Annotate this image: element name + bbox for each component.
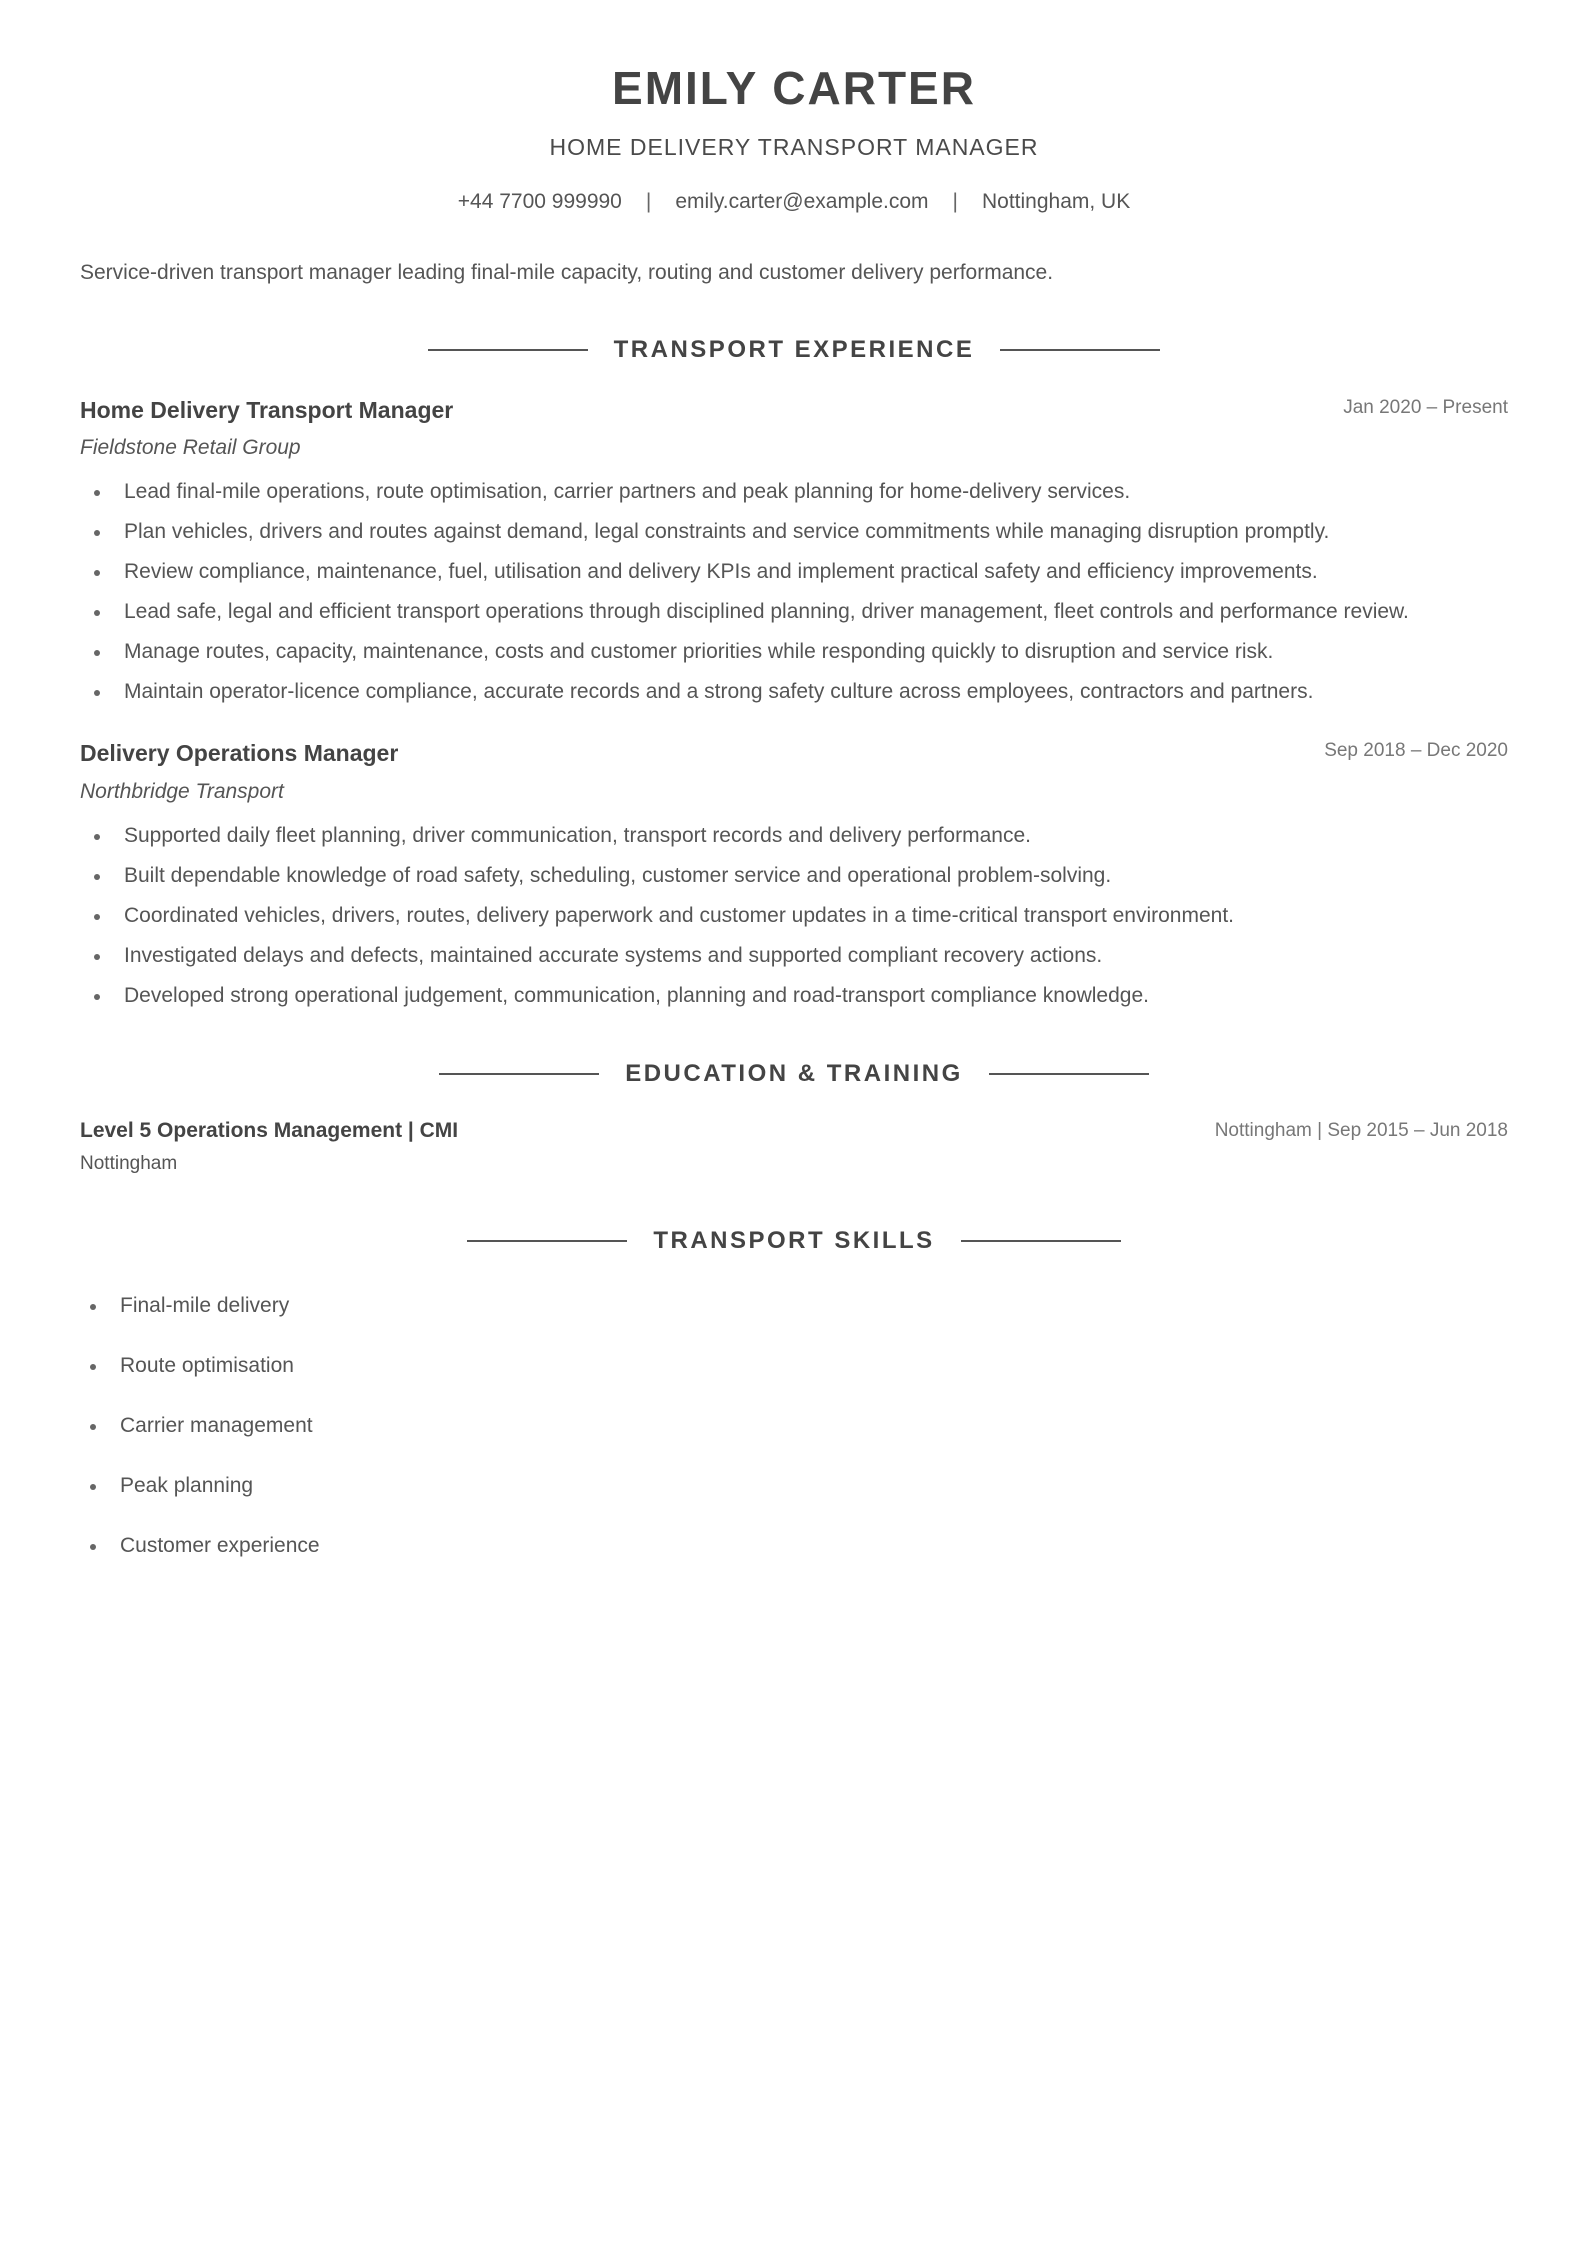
job-bullet: Maintain operator-licence compliance, accurate records and a strong safety culture across employees, contractors and partners. [124,678,1524,718]
skill-item: Route optimisation [120,1352,320,1412]
job-bullet: Plan vehicles, drivers and routes against demand, legal constraints and service commitments while managing disruption promptly. [124,518,1524,558]
education-section-title: EDUCATION & TRAINING [625,1060,963,1087]
skills-section-title: TRANSPORT SKILLS [653,1227,935,1254]
heading-rule-right [961,1240,1121,1242]
job-bullet: Coordinated vehicles, drivers, routes, delivery paperwork and customer updates in a time-critical transport environment. [124,902,1524,942]
job-bullet-list [80,478,1524,718]
job-bullet: Developed strong operational judgement, communication, planning and road-transport compliance knowledge. [124,982,1524,1022]
job-bullet: Lead safe, legal and efficient transport operations through disciplined planning, driver management, fleet controls and performance review. [124,598,1524,638]
contact-separator: | [645,190,652,213]
location-text: Nottingham, UK [981,190,1131,213]
job-bullet-list [80,822,1524,1022]
education-title: Level 5 Operations Management | CMI [80,1119,459,1142]
skill-item: Customer experience [120,1532,320,1592]
job-bullet: Lead final-mile operations, route optimisation, carrier partners and peak planning for home-delivery services. [124,478,1524,518]
contact-separator: | [952,190,958,213]
email-text: emily.carter@example.com [675,190,929,213]
contact-line [80,188,1508,216]
experience-section-title: TRANSPORT EXPERIENCE [613,336,975,363]
heading-rule-right [989,1073,1149,1075]
heading-rule-right [1000,349,1160,351]
job-bullet: Supported daily fleet planning, driver communication, transport records and delivery performance. [124,822,1524,862]
education-section-heading [80,1057,1508,1091]
education-place: Nottingham [80,1153,178,1174]
experience-section-heading [80,333,1508,367]
education-meta: Nottingham | Sep 2015 – Jun 2018 [1214,1120,1508,1141]
skill-item: Peak planning [120,1472,320,1532]
skills-section-heading [80,1224,1508,1258]
job-dates: Sep 2018 – Dec 2020 [1324,740,1508,761]
profile-summary: Service-driven transport manager leading final-mile capacity, routing and customer delivery performance. [80,261,1054,284]
candidate-name: EMILY CARTER [612,62,976,114]
skills-list [80,1292,320,1592]
heading-rule-left [428,349,588,351]
job-title: Delivery Operations Manager [80,740,399,766]
job-company: Fieldstone Retail Group [80,436,301,459]
job-bullet: Manage routes, capacity, maintenance, costs and customer priorities while responding quickly to disruption and service risk. [124,638,1524,678]
job-bullet: Investigated delays and defects, maintained accurate systems and supported compliant recovery actions. [124,942,1524,982]
candidate-role: HOME DELIVERY TRANSPORT MANAGER [549,134,1039,160]
skill-item: Final-mile delivery [120,1292,320,1352]
job-bullet: Built dependable knowledge of road safety, scheduling, customer service and operational problem-solving. [124,862,1524,902]
job-dates: Jan 2020 – Present [1343,397,1508,418]
heading-rule-left [439,1073,599,1075]
job-company: Northbridge Transport [80,780,284,803]
heading-rule-left [467,1240,627,1242]
phone-text: +44 7700 999990 [457,190,622,213]
skill-item: Carrier management [120,1412,320,1472]
job-title: Home Delivery Transport Manager [80,397,454,423]
job-bullet: Review compliance, maintenance, fuel, utilisation and delivery KPIs and implement practical safety and efficiency improvements. [124,558,1524,598]
